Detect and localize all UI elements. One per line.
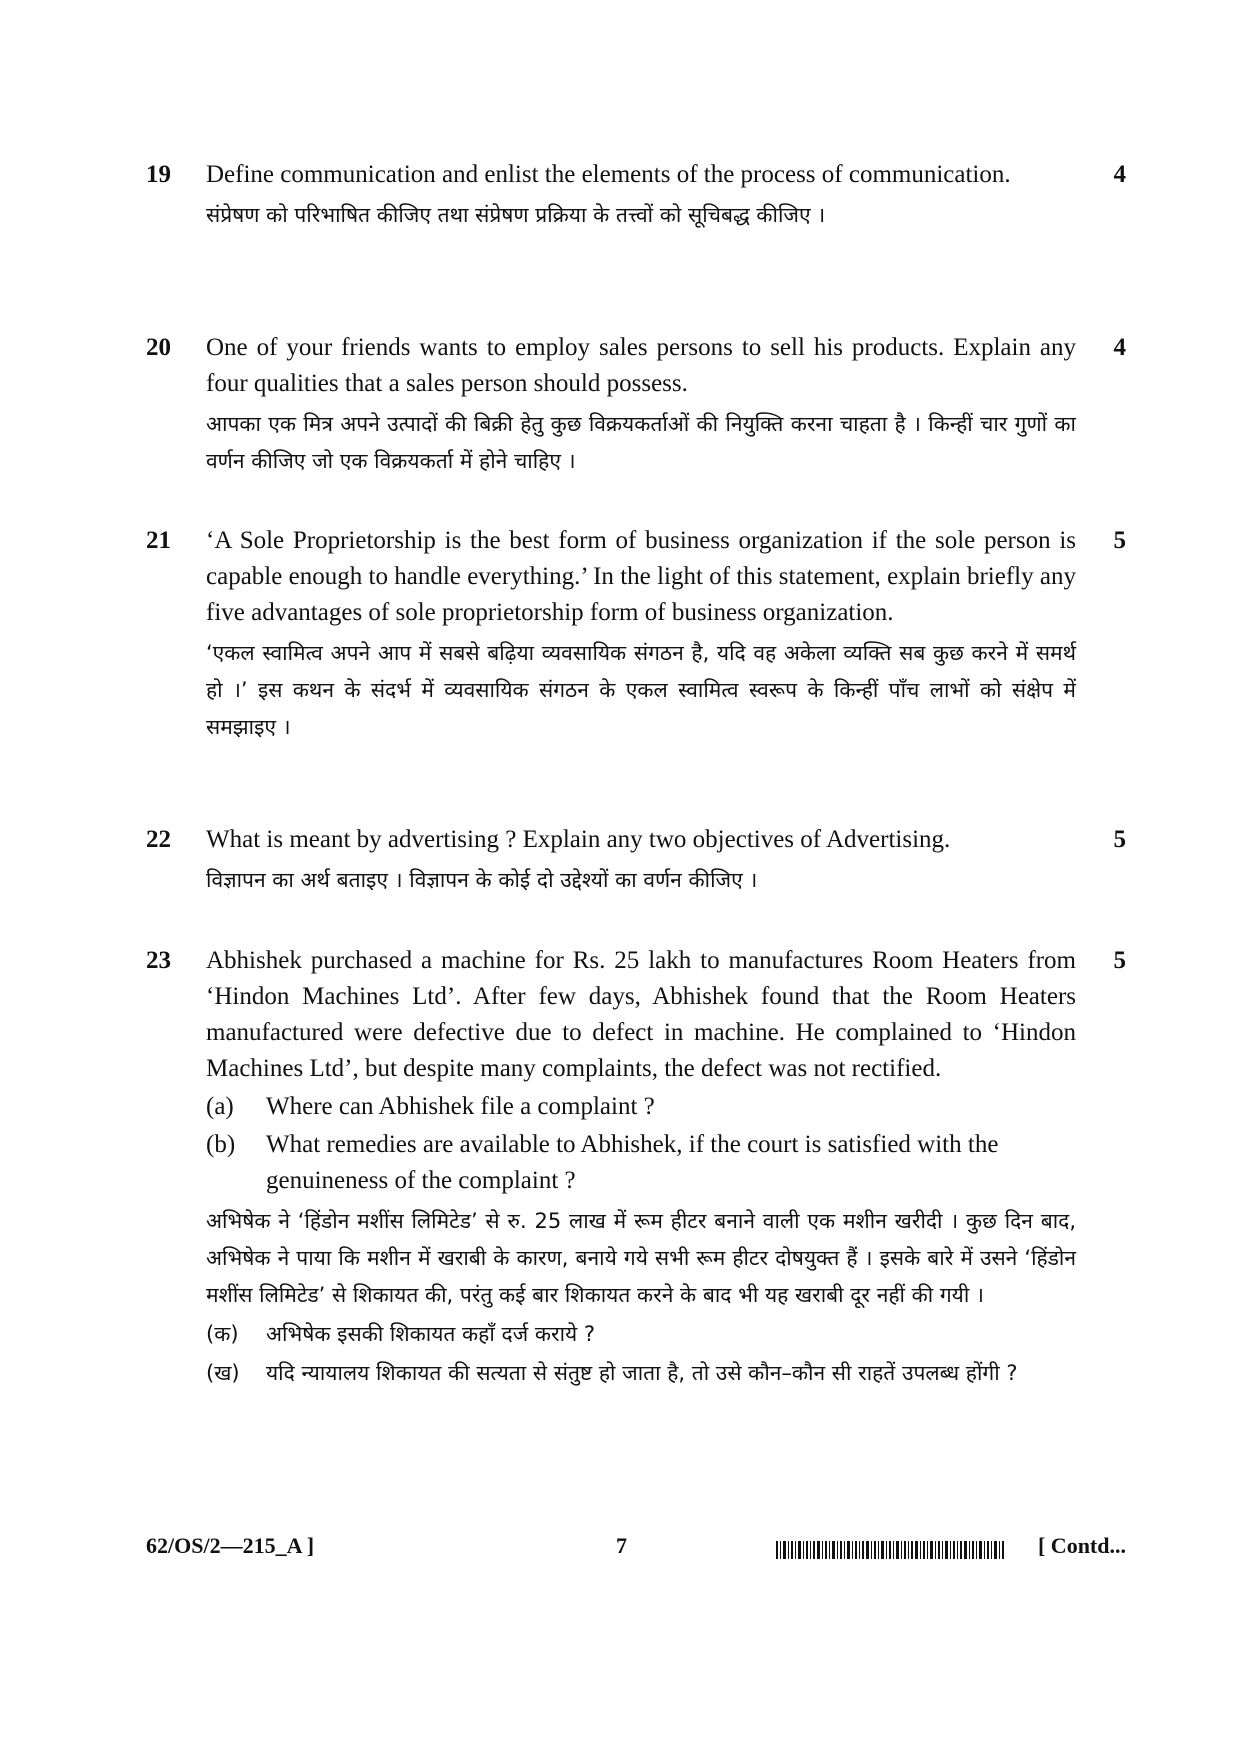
- sub-question-text: यदि न्यायालय शिकायत की सत्यता से संतुष्ट हो जाता है, तो उसे कौन–कौन सी राहतें उपलब्ध होंगी ?: [266, 1361, 1018, 1385]
- question-text-en: One of your friends wants to employ sales persons to sell his products. Explain any four qualities that a sales person should possess.: [206, 334, 1076, 397]
- question-marks: 4: [1113, 161, 1126, 188]
- sub-question-text: Where can Abhishek file a complaint ?: [266, 1093, 655, 1120]
- question-number: 23: [146, 947, 171, 974]
- question-marks: 5: [1113, 947, 1126, 974]
- question-21: [146, 523, 1126, 746]
- question-text-en: Define communication and enlist the elements of the process of communication.: [206, 161, 1011, 188]
- sub-question-b: [206, 1127, 1076, 1199]
- question-text-en: ‘A Sole Proprietorship is the best form of business organization if the sole person is capable enough to handle everything.’ In the light of this statement, explain briefly any five advantages of sole proprietorship form of business organization.: [206, 527, 1076, 626]
- question-20: [146, 330, 1126, 480]
- sub-question-a: [206, 1089, 1076, 1125]
- continued-label: [ Contd...: [1037, 1533, 1126, 1558]
- question-number: 20: [146, 334, 171, 361]
- sub-question-text: अभिषेक इसकी शिकायत कहाँ दर्ज कराये ?: [266, 1322, 596, 1346]
- sub-question-text: What remedies are available to Abhishek, if the court is satisfied with the genuineness of the complaint ?: [266, 1131, 999, 1194]
- sub-question-kha: [206, 1355, 1076, 1392]
- question-text-hi: संप्रेषण को परिभाषित कीजिए तथा संप्रेषण प्रक्रिया के तत्त्वों को सूचिबद्ध कीजिए ।: [206, 203, 826, 227]
- sub-question-ka: [206, 1316, 1076, 1353]
- question-marks: 5: [1113, 826, 1126, 853]
- question-text-hi: ‘एकल स्वामित्व अपने आप में सबसे बढ़िया व्यवसायिक संगठन है, यदि वह अकेला व्यक्ति सब कुछ करने में समर्थ हो ।’ इस कथन के संदर्भ में व्यवसायिक संगठन के एकल स्वामित्व स्वरूप के किन्हीं पाँच लाभों को संक्षेप में समझाइए ।: [206, 641, 1076, 739]
- question-number: 22: [146, 826, 171, 853]
- question-text-hi: अभिषेक ने ‘हिंडोन मशींस लिमिटेड’ से रु. 25 लाख में रूम हीटर बनाने वाली एक मशीन खरीदी । कुछ दिन बाद, अभिषेक ने पाया कि मशीन में खराबी के कारण, बनाये गये सभी रूम हीटर दोषयुक्त हैं । इसके बारे में उसने ‘हिंडोन मशींस लिमिटेड’ से शिकायत की, परंतु कई बार शिकायत करने के बाद भी यह खराबी दूर नहीं की गयी ।: [206, 1209, 1076, 1307]
- question-number: 21: [146, 527, 171, 554]
- question-number: 19: [146, 161, 171, 188]
- question-marks: 5: [1113, 527, 1126, 554]
- question-19: [146, 157, 1126, 234]
- sub-question-label: (b): [206, 1131, 236, 1158]
- sub-question-label: (ख): [206, 1361, 240, 1385]
- question-text-en: Abhishek purchased a machine for Rs. 25 lakh to manufactures Room Heaters from ‘Hindon Machines Ltd’. After few days, Abhishek found that the Room Heaters manufactured were defective due to defect in machine. He complained to ‘Hindon Machines Ltd’, but despite many complaints, the defect was not rectified.: [206, 947, 1076, 1082]
- question-text-hi: विज्ञापन का अर्थ बताइए । विज्ञापन के कोई दो उद्देश्यों का वर्णन कीजिए ।: [206, 868, 758, 892]
- question-text-hi: आपका एक मित्र अपने उत्पादों की बिक्री हेतु कुछ विक्रयकर्ताओं की नियुक्ति करना चाहता है । किन्हीं चार गुणों का वर्णन कीजिए जो एक विक्रयकर्ता में होने चाहिए ।: [206, 412, 1076, 473]
- question-22: [146, 822, 1126, 899]
- question-23: [146, 943, 1126, 1392]
- paper-code: 62/OS/2—215_A ]: [146, 1533, 315, 1558]
- sub-question-label: (a): [206, 1093, 234, 1120]
- page-footer: [146, 1533, 1126, 1569]
- sub-question-label: (क): [206, 1322, 239, 1346]
- barcode-icon: [776, 1541, 1006, 1559]
- question-marks: 4: [1113, 334, 1126, 361]
- question-text-en: What is meant by advertising ? Explain any two objectives of Advertising.: [206, 826, 951, 853]
- page-number: 7: [616, 1533, 627, 1558]
